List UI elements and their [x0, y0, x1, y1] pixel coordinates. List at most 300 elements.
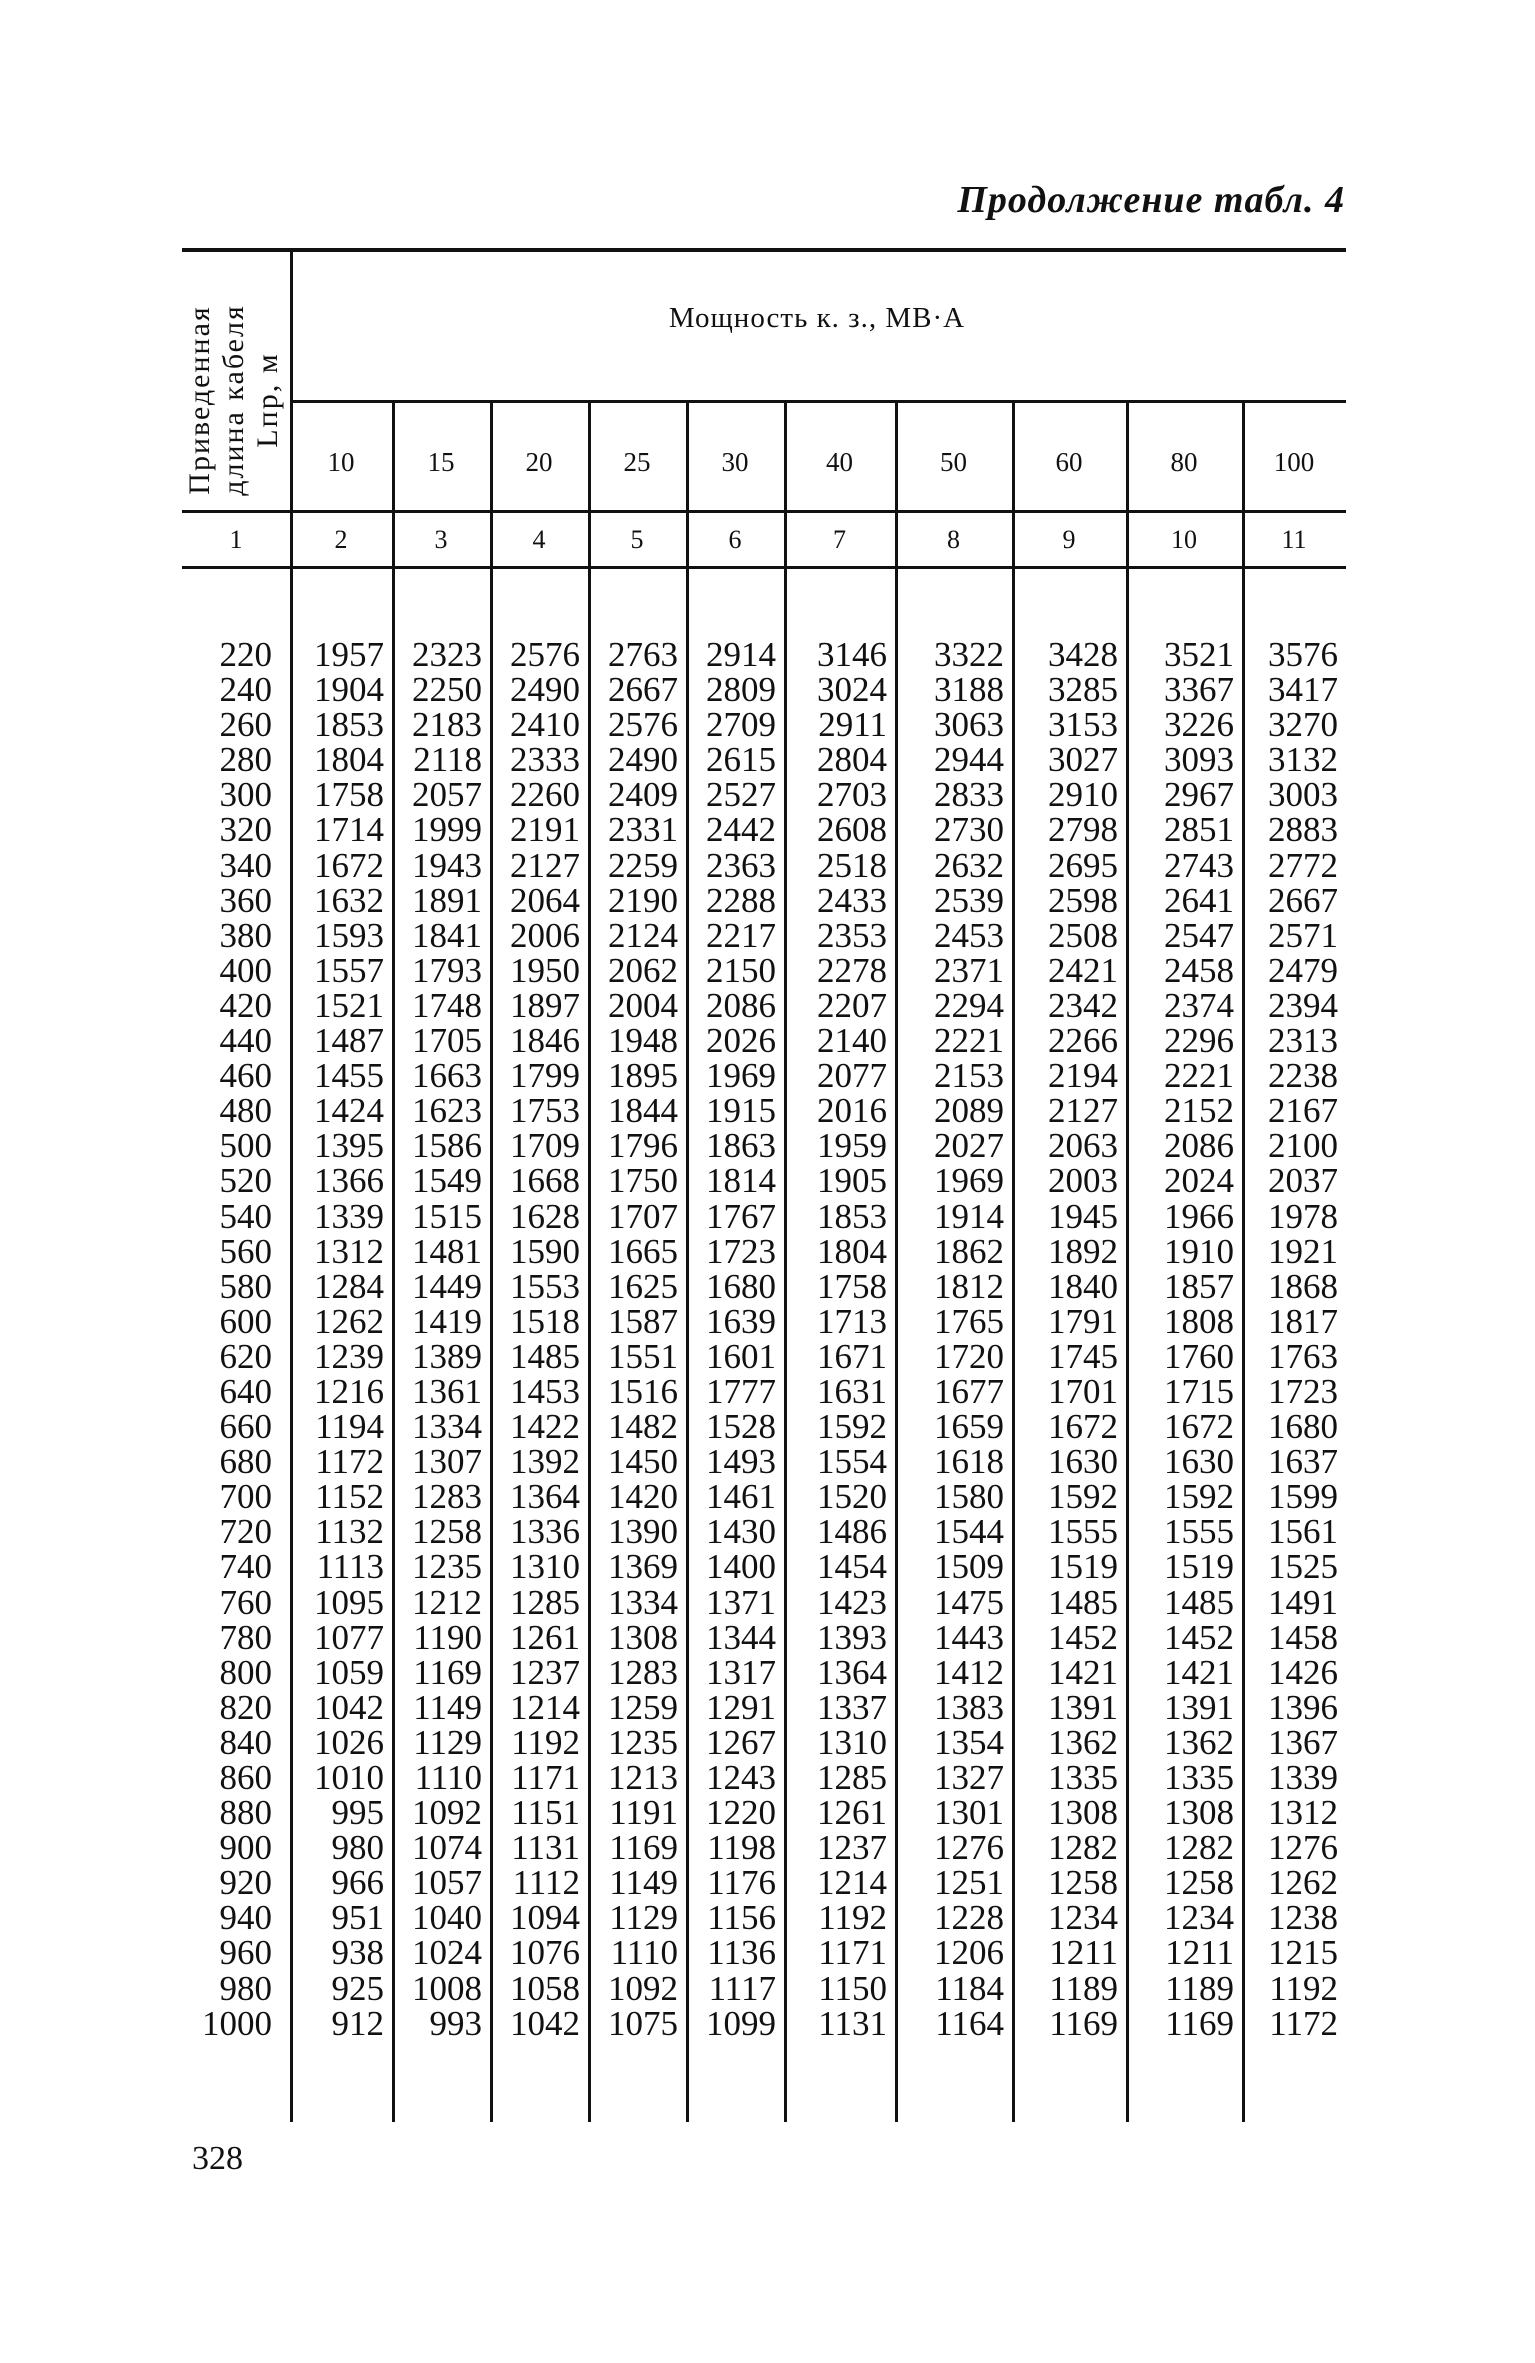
value-cell: 1443 — [934, 1617, 1004, 1657]
value-cell: 1371 — [706, 1582, 776, 1622]
value-cell: 2221 — [934, 1021, 1004, 1061]
value-cell: 1206 — [934, 1933, 1004, 1973]
value-cell: 1485 — [1164, 1582, 1234, 1622]
value-cell: 1192 — [818, 1898, 887, 1938]
length-cell: 380 — [219, 915, 272, 955]
value-cell: 1189 — [1049, 1968, 1118, 2008]
value-cell: 1791 — [1048, 1301, 1118, 1341]
value-cell: 1366 — [314, 1161, 384, 1201]
value-cell: 1750 — [608, 1161, 678, 1201]
value-cell: 1720 — [934, 1336, 1004, 1376]
value-cell: 1862 — [934, 1231, 1004, 1271]
value-cell: 1026 — [314, 1722, 384, 1762]
value-cell: 2851 — [1164, 810, 1234, 850]
power-column-header: 30 — [721, 446, 749, 477]
value-cell: 1077 — [314, 1617, 384, 1657]
value-cell: 1453 — [510, 1371, 580, 1411]
power-column-header: 100 — [1273, 446, 1315, 477]
length-cell: 940 — [219, 1898, 272, 1938]
length-column — [182, 637, 272, 2041]
value-cell: 1808 — [1164, 1301, 1234, 1341]
value-cell: 1493 — [706, 1442, 776, 1482]
value-cell: 1336 — [510, 1512, 580, 1552]
length-cell: 700 — [219, 1477, 272, 1517]
value-cell: 2743 — [1164, 845, 1234, 885]
value-cell: 966 — [331, 1863, 384, 1903]
value-cell: 1804 — [817, 1231, 887, 1271]
length-cell: 420 — [219, 985, 272, 1025]
value-cell: 1092 — [412, 1793, 482, 1833]
value-cell: 1625 — [608, 1266, 678, 1306]
length-cell: 780 — [219, 1617, 272, 1657]
value-cell: 1192 — [511, 1722, 580, 1762]
value-cell: 3153 — [1048, 705, 1118, 745]
power-column-header: 20 — [525, 446, 553, 477]
value-cell: 980 — [331, 1828, 384, 1868]
value-cell: 1172 — [1269, 2003, 1338, 2043]
value-cell: 2342 — [1048, 985, 1118, 1025]
value-cell: 1663 — [412, 1056, 482, 1096]
value-cell: 2458 — [1164, 950, 1234, 990]
value-cell: 2667 — [1268, 880, 1338, 920]
value-cell: 1863 — [706, 1126, 776, 1166]
value-cell: 1758 — [817, 1266, 887, 1306]
length-cell: 960 — [219, 1933, 272, 1973]
value-cell: 2278 — [817, 950, 887, 990]
value-cell: 1285 — [510, 1582, 580, 1622]
value-cell: 1190 — [413, 1617, 482, 1657]
value-cell: 3024 — [817, 670, 887, 710]
value-cell: 1978 — [1268, 1196, 1338, 1236]
column-divider — [686, 400, 689, 2122]
value-cell: 2086 — [1164, 1126, 1234, 1166]
value-cell: 1391 — [1048, 1687, 1118, 1727]
length-cell: 860 — [219, 1758, 272, 1797]
value-cell: 1367 — [1268, 1722, 1338, 1762]
column-divider — [1012, 400, 1015, 2122]
value-cell: 1580 — [934, 1477, 1004, 1517]
power-column-header: 10 — [327, 446, 355, 477]
value-cell: 2191 — [510, 810, 580, 850]
length-cell: 240 — [219, 670, 272, 710]
value-cell: 1251 — [934, 1863, 1004, 1903]
value-cell: 1486 — [817, 1512, 887, 1552]
value-cell: 1452 — [1164, 1617, 1234, 1657]
value-cell: 1421 — [1164, 1652, 1234, 1692]
value-cell: 1745 — [1048, 1336, 1118, 1376]
value-cell: 1364 — [510, 1477, 580, 1517]
value-cell: 1307 — [412, 1442, 482, 1482]
value-cell: 1211 — [1049, 1933, 1118, 1973]
length-cell: 680 — [219, 1442, 272, 1482]
value-cell: 1549 — [412, 1161, 482, 1201]
value-cell: 1095 — [314, 1582, 384, 1622]
length-cell: 580 — [219, 1266, 272, 1306]
value-cell: 2004 — [608, 985, 678, 1025]
value-cell: 1709 — [510, 1126, 580, 1166]
value-cell: 1714 — [314, 810, 384, 850]
value-cell: 2508 — [1048, 915, 1118, 955]
value-cell: 1189 — [1165, 1968, 1234, 2008]
value-cell: 3270 — [1268, 705, 1338, 745]
value-cell: 2804 — [817, 740, 887, 780]
value-cell: 1844 — [608, 1091, 678, 1131]
column-divider — [392, 400, 395, 2122]
value-cell: 1291 — [706, 1687, 776, 1727]
power-value-column — [788, 637, 887, 2041]
value-cell: 1354 — [934, 1722, 1004, 1762]
value-cell: 2150 — [706, 950, 776, 990]
value-cell: 1455 — [314, 1056, 384, 1096]
value-cell: 1659 — [934, 1407, 1004, 1447]
column-number: 4 — [532, 525, 546, 554]
value-cell: 2153 — [934, 1056, 1004, 1096]
value-cell: 1458 — [1268, 1617, 1338, 1657]
value-cell: 1243 — [706, 1758, 776, 1797]
value-cell: 2615 — [706, 740, 776, 780]
value-cell: 3146 — [817, 635, 887, 674]
power-column-header: 50 — [940, 446, 967, 477]
value-cell: 1283 — [608, 1652, 678, 1692]
value-cell: 2323 — [412, 635, 482, 674]
value-cell: 1593 — [314, 915, 384, 955]
value-cell: 1853 — [314, 705, 384, 745]
value-cell: 1665 — [608, 1231, 678, 1271]
value-cell: 1557 — [314, 950, 384, 990]
length-cell: 500 — [219, 1126, 272, 1166]
value-cell: 1152 — [315, 1477, 384, 1517]
length-cell: 400 — [219, 950, 272, 990]
length-cell: 260 — [219, 705, 272, 745]
value-cell: 1112 — [512, 1863, 580, 1903]
value-cell: 1892 — [1048, 1231, 1118, 1271]
value-cell: 1999 — [412, 810, 482, 850]
value-cell: 2527 — [706, 775, 776, 815]
value-cell: 1481 — [412, 1231, 482, 1271]
value-cell: 1198 — [707, 1828, 776, 1868]
value-cell: 2703 — [817, 775, 887, 815]
length-column-header — [178, 270, 290, 530]
value-cell: 2667 — [608, 670, 678, 710]
value-cell: 1310 — [817, 1722, 887, 1762]
value-cell: 1058 — [510, 1968, 580, 2008]
value-cell: 1630 — [1164, 1442, 1234, 1482]
value-cell: 1723 — [1268, 1371, 1338, 1411]
value-cell: 1853 — [817, 1196, 887, 1236]
length-cell: 720 — [219, 1512, 272, 1552]
value-cell: 1344 — [706, 1617, 776, 1657]
value-cell: 2016 — [817, 1091, 887, 1131]
value-cell: 1334 — [608, 1582, 678, 1622]
value-cell: 1422 — [510, 1407, 580, 1447]
value-cell: 2140 — [817, 1021, 887, 1061]
power-value-column — [294, 637, 384, 2041]
value-cell: 1895 — [608, 1056, 678, 1096]
value-cell: 2695 — [1048, 845, 1118, 885]
value-cell: 2057 — [412, 775, 482, 815]
value-cell: 1668 — [510, 1161, 580, 1201]
value-cell: 1519 — [1164, 1547, 1234, 1587]
column-number: 1 — [229, 525, 243, 554]
value-cell: 1113 — [316, 1547, 384, 1587]
value-cell: 1817 — [1268, 1301, 1338, 1341]
length-cell: 760 — [219, 1582, 272, 1622]
value-cell: 1753 — [510, 1091, 580, 1131]
value-cell: 1910 — [1164, 1231, 1234, 1271]
value-cell: 1258 — [1164, 1863, 1234, 1903]
value-cell: 1555 — [1048, 1512, 1118, 1552]
value-cell: 1339 — [1268, 1758, 1338, 1797]
value-cell: 3285 — [1048, 670, 1118, 710]
value-cell: 3132 — [1268, 740, 1338, 780]
length-cell: 340 — [219, 845, 272, 885]
value-cell: 3417 — [1268, 670, 1338, 710]
value-cell: 1586 — [412, 1126, 482, 1166]
value-cell: 1760 — [1164, 1336, 1234, 1376]
value-cell: 1763 — [1268, 1336, 1338, 1376]
value-cell: 951 — [331, 1898, 384, 1938]
value-cell: 3428 — [1048, 635, 1118, 674]
value-cell: 1392 — [510, 1442, 580, 1482]
value-cell: 1631 — [817, 1371, 887, 1411]
value-cell: 2026 — [706, 1021, 776, 1061]
value-cell: 3063 — [934, 705, 1004, 745]
value-cell: 1214 — [510, 1687, 580, 1727]
column-number: 9 — [1062, 525, 1076, 554]
value-cell: 1335 — [1048, 1758, 1118, 1797]
value-cell: 2374 — [1164, 985, 1234, 1025]
value-cell: 1235 — [412, 1547, 482, 1587]
value-cell: 2490 — [608, 740, 678, 780]
value-cell: 2883 — [1268, 810, 1338, 850]
value-cell: 2250 — [412, 670, 482, 710]
value-cell: 1312 — [1268, 1793, 1338, 1833]
value-cell: 1590 — [510, 1231, 580, 1271]
value-cell: 1362 — [1164, 1722, 1234, 1762]
column-number: 11 — [1281, 525, 1307, 554]
value-cell: 1059 — [314, 1652, 384, 1692]
value-cell: 1799 — [510, 1056, 580, 1096]
value-cell: 2063 — [1048, 1126, 1118, 1166]
value-cell: 1172 — [315, 1442, 384, 1482]
value-cell: 1680 — [706, 1266, 776, 1306]
value-cell: 1169 — [1049, 2003, 1118, 2043]
value-cell: 1487 — [314, 1021, 384, 1061]
header-rule — [182, 510, 1346, 513]
value-cell: 2442 — [706, 810, 776, 850]
value-cell: 938 — [331, 1933, 384, 1973]
value-cell: 2914 — [706, 635, 776, 674]
value-cell: 1393 — [817, 1617, 887, 1657]
value-cell: 1261 — [817, 1793, 887, 1833]
value-cell: 2394 — [1268, 985, 1338, 1025]
power-column-header: 60 — [1055, 446, 1083, 477]
length-cell: 600 — [219, 1301, 272, 1341]
power-group-header: Мощность к. з., МВ·А — [668, 302, 966, 334]
column-divider — [588, 400, 591, 2122]
value-cell: 1966 — [1164, 1196, 1234, 1236]
value-cell: 2421 — [1048, 950, 1118, 990]
length-cell: 300 — [219, 775, 272, 815]
power-column-header: 25 — [623, 446, 651, 477]
value-cell: 1136 — [707, 1933, 776, 1973]
value-cell: 1234 — [1164, 1898, 1234, 1938]
value-cell: 3322 — [934, 635, 1004, 674]
value-cell: 1868 — [1268, 1266, 1338, 1306]
length-cell: 540 — [219, 1196, 272, 1236]
value-cell: 1475 — [934, 1582, 1004, 1622]
value-cell: 1544 — [934, 1512, 1004, 1552]
length-cell: 560 — [219, 1231, 272, 1271]
value-cell: 2127 — [1048, 1091, 1118, 1131]
value-cell: 1327 — [934, 1758, 1004, 1797]
value-cell: 2410 — [510, 705, 580, 745]
value-cell: 2190 — [608, 880, 678, 920]
value-cell: 1592 — [817, 1407, 887, 1447]
value-cell: 1308 — [608, 1617, 678, 1657]
value-cell: 3521 — [1164, 635, 1234, 674]
value-cell: 1310 — [510, 1547, 580, 1587]
value-cell: 1516 — [608, 1371, 678, 1411]
value-cell: 1339 — [314, 1196, 384, 1236]
value-cell: 1707 — [608, 1196, 678, 1236]
value-cell: 1262 — [1268, 1863, 1338, 1903]
value-cell: 1796 — [608, 1126, 678, 1166]
value-cell: 1423 — [817, 1582, 887, 1622]
value-cell: 1150 — [818, 1968, 887, 2008]
value-cell: 1618 — [934, 1442, 1004, 1482]
value-cell: 1362 — [1048, 1722, 1118, 1762]
value-cell: 3188 — [934, 670, 1004, 710]
power-column-header: 15 — [427, 446, 455, 477]
value-cell: 2124 — [608, 915, 678, 955]
value-cell: 1623 — [412, 1091, 482, 1131]
value-cell: 1276 — [1268, 1828, 1338, 1868]
value-cell: 1169 — [609, 1828, 678, 1868]
value-cell: 1592 — [1048, 1477, 1118, 1517]
value-cell: 2260 — [510, 775, 580, 815]
value-cell: 1074 — [412, 1828, 482, 1868]
value-cell: 2333 — [510, 740, 580, 780]
power-value-column — [494, 637, 580, 2041]
value-cell: 2118 — [413, 740, 482, 780]
value-cell: 2576 — [510, 635, 580, 674]
value-cell: 1904 — [314, 670, 384, 710]
value-cell: 1723 — [706, 1231, 776, 1271]
value-cell: 3226 — [1164, 705, 1234, 745]
value-cell: 993 — [429, 2003, 482, 2043]
value-cell: 2409 — [608, 775, 678, 815]
value-cell: 1715 — [1164, 1371, 1234, 1411]
value-cell: 1057 — [412, 1863, 482, 1903]
length-cell: 900 — [219, 1828, 272, 1868]
value-cell: 3367 — [1164, 670, 1234, 710]
value-cell: 1767 — [706, 1196, 776, 1236]
value-cell: 1758 — [314, 775, 384, 815]
value-cell: 1921 — [1268, 1231, 1338, 1271]
value-cell: 1587 — [608, 1301, 678, 1341]
value-cell: 1171 — [818, 1933, 887, 1973]
column-number: 2 — [334, 525, 348, 554]
power-value-column — [592, 637, 678, 2041]
value-cell: 2353 — [817, 915, 887, 955]
value-cell: 1391 — [1164, 1687, 1234, 1727]
column-divider — [1126, 400, 1129, 2122]
value-cell: 1897 — [510, 985, 580, 1025]
value-cell: 1335 — [1164, 1758, 1234, 1797]
numbers-rule — [182, 566, 1346, 569]
length-header-line-2: длина кабеля — [217, 304, 250, 496]
power-value-column — [396, 637, 482, 2041]
value-cell: 2911 — [818, 705, 887, 745]
length-cell: 280 — [219, 740, 272, 780]
value-cell: 2127 — [510, 845, 580, 885]
value-cell: 1948 — [608, 1021, 678, 1061]
value-cell: 1076 — [510, 1933, 580, 1973]
value-cell: 1334 — [412, 1407, 482, 1447]
value-cell: 1599 — [1268, 1477, 1338, 1517]
value-cell: 1592 — [1164, 1477, 1234, 1517]
value-cell: 1482 — [608, 1407, 678, 1447]
value-cell: 2062 — [608, 950, 678, 990]
value-cell: 2024 — [1164, 1161, 1234, 1201]
value-cell: 1639 — [706, 1301, 776, 1341]
value-cell: 1420 — [608, 1477, 678, 1517]
value-cell: 1713 — [817, 1301, 887, 1341]
value-cell: 1283 — [412, 1477, 482, 1517]
value-cell: 3027 — [1048, 740, 1118, 780]
value-cell: 2763 — [608, 635, 678, 674]
value-cell: 1915 — [706, 1091, 776, 1131]
length-cell: 460 — [219, 1056, 272, 1096]
value-cell: 1672 — [1048, 1407, 1118, 1447]
value-cell: 3003 — [1268, 775, 1338, 815]
value-cell: 2152 — [1164, 1091, 1234, 1131]
value-cell: 1840 — [1048, 1266, 1118, 1306]
value-cell: 1793 — [412, 950, 482, 990]
value-cell: 1308 — [1048, 1793, 1118, 1833]
value-cell: 1945 — [1048, 1196, 1118, 1236]
value-cell: 1449 — [412, 1266, 482, 1306]
power-value-column — [1246, 637, 1338, 2041]
length-cell: 220 — [219, 635, 272, 674]
value-cell: 1515 — [412, 1196, 482, 1236]
power-value-column — [899, 637, 1004, 2041]
value-cell: 1630 — [1048, 1442, 1118, 1482]
length-cell: 820 — [219, 1687, 272, 1727]
value-cell: 2183 — [412, 705, 482, 745]
value-cell: 1959 — [817, 1126, 887, 1166]
value-cell: 1110 — [610, 1933, 678, 1973]
value-cell: 2221 — [1164, 1056, 1234, 1096]
value-cell: 1092 — [608, 1968, 678, 2008]
value-cell: 1841 — [412, 915, 482, 955]
value-cell: 2089 — [934, 1091, 1004, 1131]
value-cell: 1213 — [608, 1758, 678, 1797]
value-cell: 2363 — [706, 845, 776, 885]
column-number: 8 — [947, 525, 960, 554]
value-cell: 1891 — [412, 880, 482, 920]
value-cell: 1520 — [817, 1477, 887, 1517]
value-cell: 1216 — [314, 1371, 384, 1411]
value-cell: 2632 — [934, 845, 1004, 885]
value-cell: 1169 — [1165, 2003, 1234, 2043]
length-cell: 840 — [219, 1722, 272, 1762]
column-divider — [490, 400, 493, 2122]
value-cell: 2064 — [510, 880, 580, 920]
value-cell: 1317 — [706, 1652, 776, 1692]
column-number: 10 — [1171, 525, 1197, 554]
